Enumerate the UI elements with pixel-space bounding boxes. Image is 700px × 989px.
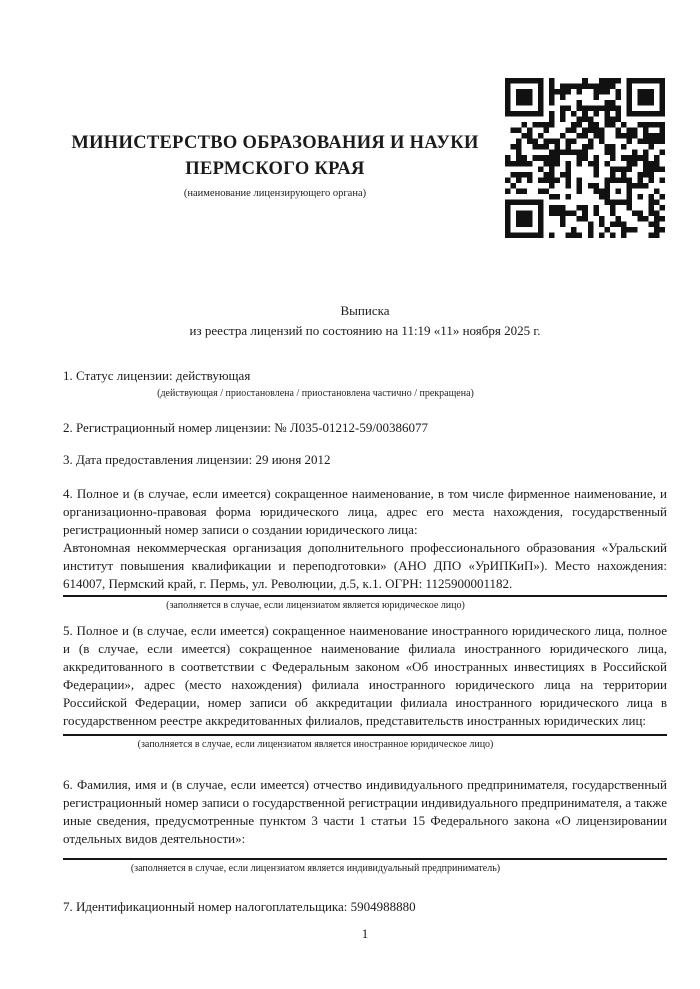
license-status-text: 1. Статус лицензии: действующая	[63, 368, 251, 383]
authority-name-line2: ПЕРМСКОГО КРАЯ	[185, 159, 365, 179]
item-taxpayer-number	[63, 898, 667, 916]
page-number: 1	[361, 926, 369, 941]
licensing-authority-header	[63, 130, 487, 200]
item-individual-entrepreneur	[63, 776, 667, 875]
document-title	[63, 301, 667, 341]
registration-number-text: 2. Регистрационный номер лицензии: № Л035-01212-59/00386077	[63, 420, 429, 435]
qr-code-icon	[505, 78, 665, 238]
document-title-line2: из реестра лицензий по состоянию на 11:19 «11» ноября 2025 г.	[189, 323, 541, 338]
individual-entrepreneur-label: 6. Фамилия, имя и (в случае, если имеется) отчество индивидуального предпринимателя, государственный регистрационный номер записи о государственной регистрации индивидуального предпринимателя, а также иные сведения, предусмотренные пунктом 3 части 1 статьи 15 Федерального закона «О лицензировании отдельных видов деятельности»:	[63, 777, 667, 846]
item-registration-number	[63, 419, 667, 437]
individual-entrepreneur-caption: (заполняется в случае, если лицензиатом является индивидуальный предприниматель)	[130, 863, 501, 874]
authority-name-caption: (наименование лицензирующего органа)	[183, 188, 367, 199]
foreign-entity-fill-line	[63, 734, 667, 736]
license-grant-date-text: 3. Дата предоставления лицензии: 29 июня 2012	[63, 452, 331, 467]
legal-entity-caption: (заполняется в случае, если лицензиатом является юридическое лицо)	[166, 600, 465, 611]
license-status-options-caption: (действующая / приостановлена / приостановлена частично / прекращена)	[157, 388, 474, 399]
item-license-status	[63, 367, 667, 400]
item-foreign-entity	[63, 622, 667, 751]
taxpayer-number-text: 7. Идентификационный номер налогоплательщика: 5904988880	[63, 899, 416, 914]
legal-entity-fill-line	[63, 595, 667, 597]
individual-entrepreneur-fill-line	[63, 858, 667, 860]
foreign-entity-label: 5. Полное и (в случае, если имеется) сокращенное наименование иностранного юридического лица, полное и (в случае, если имеется) сокращенное наименование филиала иностранного юридического лица, аккредитованного в соответствии с Федеральным законом «Об иностранных инвестициях в Российской Федерации», адрес (место нахождения) филиала иностранного юридического лица на территории Российской Федерации, номер записи об аккредитации филиала иностранного юридического лица в государственном реестре аккредитованных филиалов, представительств иностранных юридических лиц:	[63, 623, 667, 728]
legal-entity-value: Автономная некоммерческая организация дополнительного профессионального образования «Уральский институт повышения квалификации и переподготовки» (АНО ДПО «УрИПКиП»). Место нахождения: 614007, Пермский край, г. Пермь, ул. Революции, д.5, к.1. ОГРН: 1125900001182.	[63, 540, 667, 591]
foreign-entity-caption: (заполняется в случае, если лицензиатом является иностранное юридическое лицо)	[137, 739, 494, 750]
item-license-grant-date	[63, 451, 667, 469]
document-title-line1: Выписка	[340, 303, 390, 318]
legal-entity-label: 4. Полное и (в случае, если имеется) сокращенное наименование, в том числе фирменное наименование, и организационно-правовая форма юридического лица, адрес его места нахождения, государственный регистрационный номер записи о создании юридического лица:	[63, 486, 667, 537]
item-legal-entity	[63, 485, 667, 612]
authority-name-line1: МИНИСТЕРСТВО ОБРАЗОВАНИЯ И НАУКИ	[71, 133, 479, 153]
